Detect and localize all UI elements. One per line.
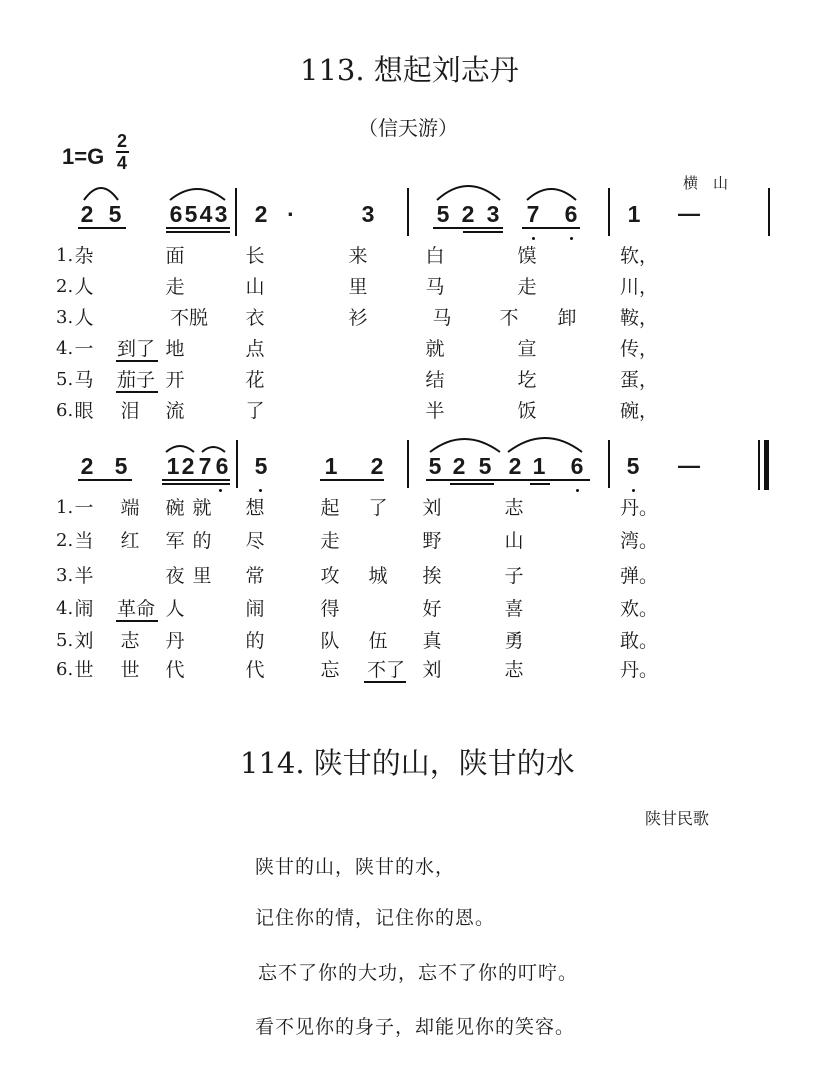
lyric-line: 4. 一 到了 地 点 就 宣 传， <box>56 338 659 360</box>
note: 5 <box>626 453 640 479</box>
slur <box>84 188 118 200</box>
note: 2 <box>508 453 522 479</box>
lyric-line: 6. 世 世 代 代 忘 不了 刘 志 丹。 <box>56 659 659 681</box>
note: 5 <box>114 453 128 479</box>
poem-line: 陕甘的山，陕甘的水， <box>255 856 456 878</box>
slur <box>170 189 225 200</box>
lyric-line: 2. 当 红 军 的 尽 走 野 山 湾。 <box>56 530 659 552</box>
note: 3 <box>486 201 500 227</box>
note: 5 <box>184 201 198 227</box>
extension-dash: — <box>678 453 700 478</box>
song-113-region: 横 山 <box>683 174 729 192</box>
note: 7 <box>198 453 212 479</box>
time-signature-top: 2 <box>117 131 128 151</box>
slur <box>437 186 500 200</box>
key-signature: 1=G <box>62 144 105 169</box>
poem-line: 看不见你的身子，却能见你的笑容。 <box>255 1016 576 1038</box>
lyric-line: 3. 人 不脱 衣 衫 马 不 卸 鞍， <box>56 307 659 329</box>
song-114-title: 114. 陕甘的山，陕甘的水 <box>240 746 575 780</box>
lyric-line: 4. 闹 革命 人 闹 得 好 喜 欢。 <box>56 598 659 620</box>
note: 5 <box>478 453 492 479</box>
augmentation-dot: · <box>287 201 295 227</box>
note: 3 <box>361 201 375 227</box>
note: 2 <box>461 201 475 227</box>
note: 2 <box>452 453 466 479</box>
slur <box>527 189 576 200</box>
note: 6 <box>570 453 584 479</box>
note: 5 <box>108 201 122 227</box>
lyric-line: 5. 刘 志 丹 的 队 伍 真 勇 敢。 <box>56 630 659 652</box>
note: 5 <box>428 453 442 479</box>
slur <box>508 438 582 452</box>
note: 3 <box>214 201 228 227</box>
note: 2 <box>370 453 384 479</box>
note: 4 <box>199 201 213 227</box>
note: 6 <box>169 201 183 227</box>
note: 5 <box>436 201 450 227</box>
note: 2 <box>80 453 94 479</box>
lyric-line: 1. 一 端 碗 就 想 起 了 刘 志 丹。 <box>56 497 659 519</box>
note: 1 <box>166 453 180 479</box>
song-113-title: 113. 想起刘志丹 <box>300 53 519 87</box>
song-114-region: 陕甘民歌 <box>645 809 710 828</box>
slur <box>430 439 500 452</box>
song-113-subtitle: （信天游） <box>358 116 458 140</box>
note: 5 <box>254 453 268 479</box>
note: 6 <box>215 453 229 479</box>
note: 2 <box>181 453 195 479</box>
poem-line: 记住你的情，记住你的恩。 <box>255 907 496 929</box>
note: 1 <box>324 453 338 479</box>
note: 1 <box>532 453 546 479</box>
lyric-line: 3. 半 夜 里 常 攻 城 挨 子 弹。 <box>56 565 659 587</box>
lyric-line: 1. 杂 面 长 来 白 馍 软， <box>56 245 659 267</box>
slur <box>166 446 194 452</box>
time-signature-bottom: 4 <box>117 153 128 173</box>
note: 2 <box>80 201 94 227</box>
extension-dash: — <box>678 201 700 226</box>
note: 2 <box>254 201 268 227</box>
slur <box>202 447 225 452</box>
note: 1 <box>627 201 641 227</box>
note: 6 <box>564 201 578 227</box>
poem-line: 忘不了你的大功，忘不了你的叮咛。 <box>258 962 579 984</box>
lyric-line: 6. 眼 泪 流 了 半 饭 碗， <box>56 400 659 422</box>
lyric-line: 5. 马 茄子 开 花 结 圪 蛋， <box>56 369 659 391</box>
note: 7 <box>526 201 540 227</box>
lyric-line: 2. 人 走 山 里 马 走 川， <box>56 276 659 298</box>
